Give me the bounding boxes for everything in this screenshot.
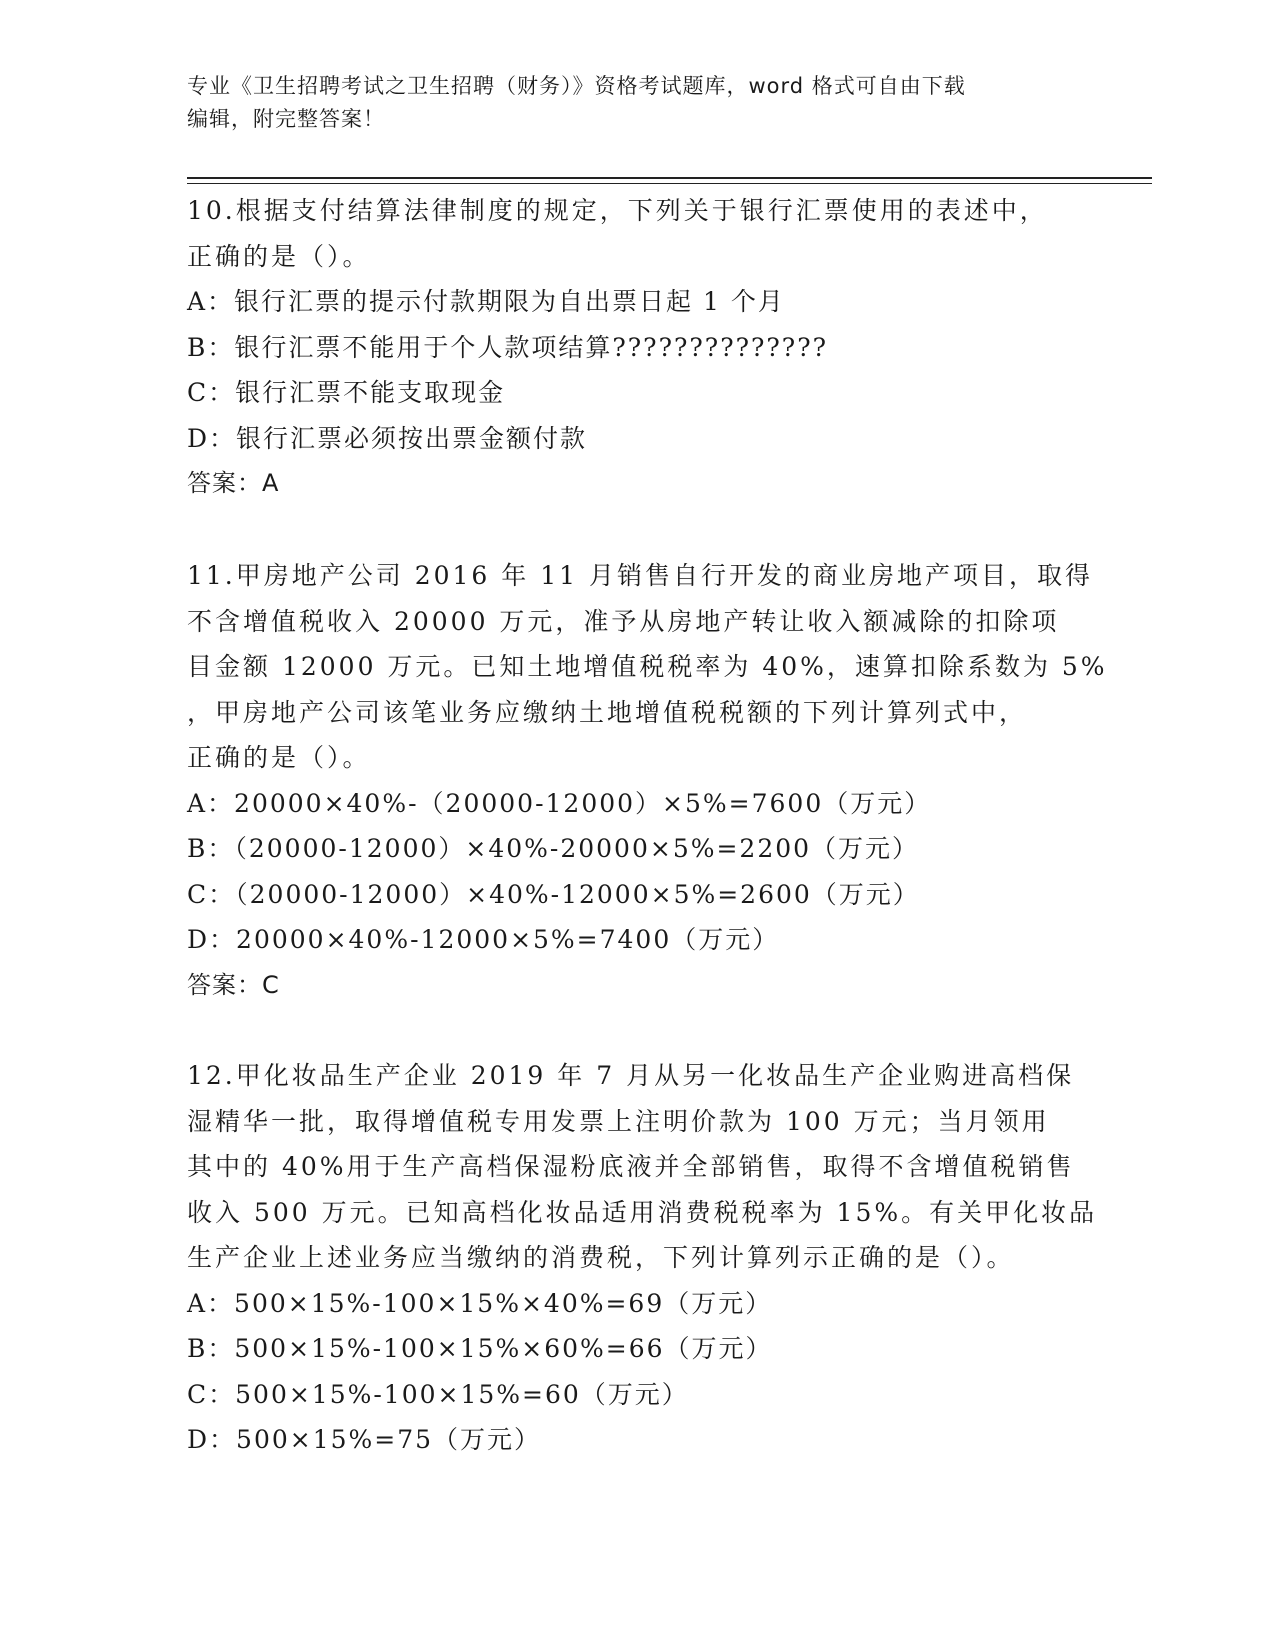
question-11-option-d: D：20000×40%-12000×5%=7400（万元） [187,925,780,954]
header-line-2: 编辑，附完整答案！ [187,107,385,131]
question-11-option-a: A：20000×40%-（20000-12000）×5%=7600（万元） [187,788,932,818]
question-10 [187,188,1087,507]
question-10-option-d: D：银行汇票必须按出票金额付款 [187,423,588,453]
question-11-option-b: B：（20000-12000）×40%-20000×5%=2200（万元） [187,834,920,863]
question-11-stem-line-3: 目金额 12000 万元。已知土地增值税税率为 40%，速算扣除系数为 5% [187,652,1108,681]
question-12-stem-line-4: 收入 500 万元。已知高档化妆品适用消费税税率为 15%。有关甲化妆品 [187,1197,1098,1227]
question-12-option-c: C：500×15%-100×15%=60（万元） [187,1379,689,1409]
question-11-stem-line-1: 11.甲房地产公司 2016 年 11 月销售自行开发的商业房地产项目，取得 [187,561,1093,590]
question-12-stem-line-1: 12.甲化妆品生产企业 2019 年 7 月从另一化妆品生产企业购进高档保 [187,1061,1075,1090]
question-10-stem-line-1: 10.根据支付结算法律制度的规定，下列关于银行汇票使用的表述中， [187,196,1048,225]
question-12-option-d: D：500×15%=75（万元） [187,1425,542,1454]
question-10-option-c: C：银行汇票不能支取现金 [187,378,506,407]
question-11-answer: 答案：C [187,970,280,999]
question-12-stem-line-2: 湿精华一批，取得增值税专用发票上注明价款为 100 万元；当月领用 [187,1106,1050,1136]
question-12-stem-line-5: 生产企业上述业务应当缴纳的消费税，下列计算列示正确的是（）。 [187,1243,1015,1272]
question-12-option-a: A：500×15%-100×15%×40%=69（万元） [187,1288,773,1318]
question-11 [187,553,1108,1008]
question-10-option-a: A：银行汇票的提示付款期限为自出票日起 1 个月 [187,287,785,316]
question-11-stem-line-4: ，甲房地产公司该笔业务应缴纳土地增值税税额的下列计算列式中， [187,697,1028,727]
question-12-option-b: B：500×15%-100×15%×60%=66（万元） [187,1334,773,1363]
header-divider-thick [187,177,1152,179]
question-12-stem-line-3: 其中的 40%用于生产高档保湿粉底液并全部销售，取得不含增值税销售 [187,1152,1075,1181]
question-11-stem-line-2: 不含增值税收入 20000 万元，准予从房地产转让收入额减除的扣除项 [187,606,1060,636]
question-12 [187,1053,1098,1463]
header-divider-thin [187,183,1152,184]
question-11-stem-line-5: 正确的是（）。 [187,743,371,772]
question-11-option-c: C：（20000-12000）×40%-12000×5%=2600（万元） [187,879,920,909]
header-line-1: 专业《卫生招聘考试之卫生招聘（财务）》资格考试题库，word 格式可自由下载 [187,74,966,98]
document-header [187,70,1087,136]
question-10-option-b: B：银行汇票不能用于个人款项结算?????????????? [187,332,829,362]
question-10-answer: 答案：A [187,469,280,497]
question-10-stem-line-2: 正确的是（）。 [187,241,371,271]
